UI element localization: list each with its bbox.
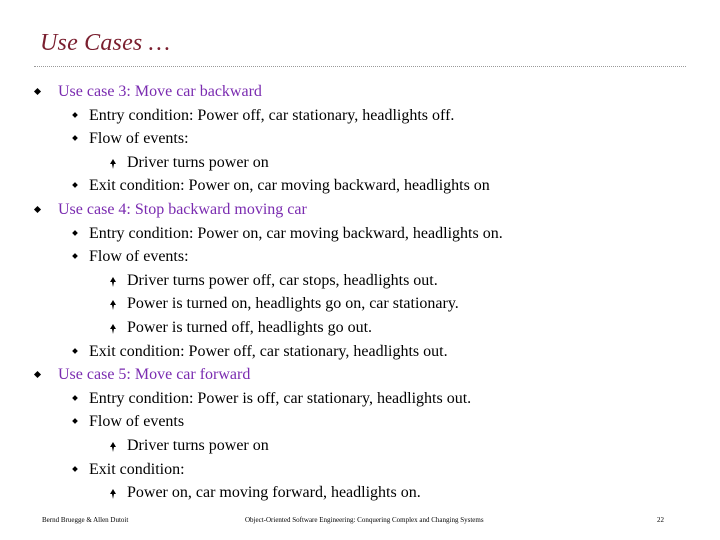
item-text: Entry condition: Power is off, car stationary, headlights out. xyxy=(89,389,472,407)
drop-bullet-icon xyxy=(110,324,116,334)
item-text: Driver turns power off, car stops, headlights out. xyxy=(127,271,438,289)
slide-title: Use Cases … xyxy=(40,30,171,56)
list-item xyxy=(0,340,720,364)
item-text: Flow of events xyxy=(89,413,185,431)
list-item xyxy=(0,481,720,505)
list-item xyxy=(0,222,720,246)
list-item xyxy=(0,104,720,128)
item-text: Exit condition: Power on, car moving backward, headlights on xyxy=(89,177,490,195)
small-diamond-bullet-icon xyxy=(72,466,78,472)
item-text: Flow of events: xyxy=(89,248,189,266)
small-diamond-bullet-icon xyxy=(72,135,78,141)
item-text: Power is turned on, headlights go on, car stationary. xyxy=(127,295,459,313)
item-text: Exit condition: xyxy=(89,460,185,478)
list-item xyxy=(0,363,720,387)
small-diamond-bullet-icon xyxy=(72,418,78,424)
item-text: Use case 3: Move car backward xyxy=(58,83,262,100)
item-text: Driver turns power on xyxy=(127,436,269,454)
title-divider xyxy=(34,66,686,67)
list-item xyxy=(0,269,720,293)
footer-book-title: Object-Oriented Software Engineering: Conquering Complex and Changing Systems xyxy=(245,516,484,524)
item-text: Entry condition: Power off, car stationary, headlights off. xyxy=(89,106,455,124)
item-text: Power on, car moving forward, headlights on. xyxy=(127,484,421,502)
diamond-bullet-icon xyxy=(34,371,41,378)
item-text: Driver turns power on xyxy=(127,153,269,171)
small-diamond-bullet-icon xyxy=(72,230,78,236)
item-text: Power is turned off, headlights go out. xyxy=(127,318,373,336)
footer-page-number: 22 xyxy=(657,516,664,524)
list-item xyxy=(0,434,720,458)
list-item xyxy=(0,316,720,340)
small-diamond-bullet-icon xyxy=(72,348,78,354)
small-diamond-bullet-icon xyxy=(72,395,78,401)
list-item xyxy=(0,80,720,104)
item-text: Use case 5: Move car forward xyxy=(58,366,251,384)
drop-bullet-icon xyxy=(110,159,116,169)
drop-bullet-icon xyxy=(110,300,116,310)
small-diamond-bullet-icon xyxy=(72,112,78,118)
diamond-bullet-icon xyxy=(34,88,41,95)
footer-authors: Bernd Bruegge & Allen Dutoit xyxy=(42,516,129,524)
small-diamond-bullet-icon xyxy=(72,253,78,259)
item-text: Flow of events: xyxy=(89,130,189,148)
list-item xyxy=(0,151,720,175)
list-item xyxy=(0,245,720,269)
drop-bullet-icon xyxy=(110,489,116,499)
drop-bullet-icon xyxy=(110,442,116,452)
drop-bullet-icon xyxy=(110,277,116,287)
list-item xyxy=(0,387,720,411)
bullet-list xyxy=(0,80,720,505)
small-diamond-bullet-icon xyxy=(72,183,78,189)
item-text: Exit condition: Power off, car stationary, headlights out. xyxy=(89,342,448,360)
list-item xyxy=(0,292,720,316)
list-item xyxy=(0,410,720,434)
item-text: Entry condition: Power on, car moving backward, headlights on. xyxy=(89,224,503,242)
list-item xyxy=(0,174,720,198)
item-text: Use case 4: Stop backward moving car xyxy=(58,200,307,218)
diamond-bullet-icon xyxy=(34,206,41,213)
list-item xyxy=(0,127,720,151)
list-item xyxy=(0,458,720,482)
list-item xyxy=(0,198,720,222)
